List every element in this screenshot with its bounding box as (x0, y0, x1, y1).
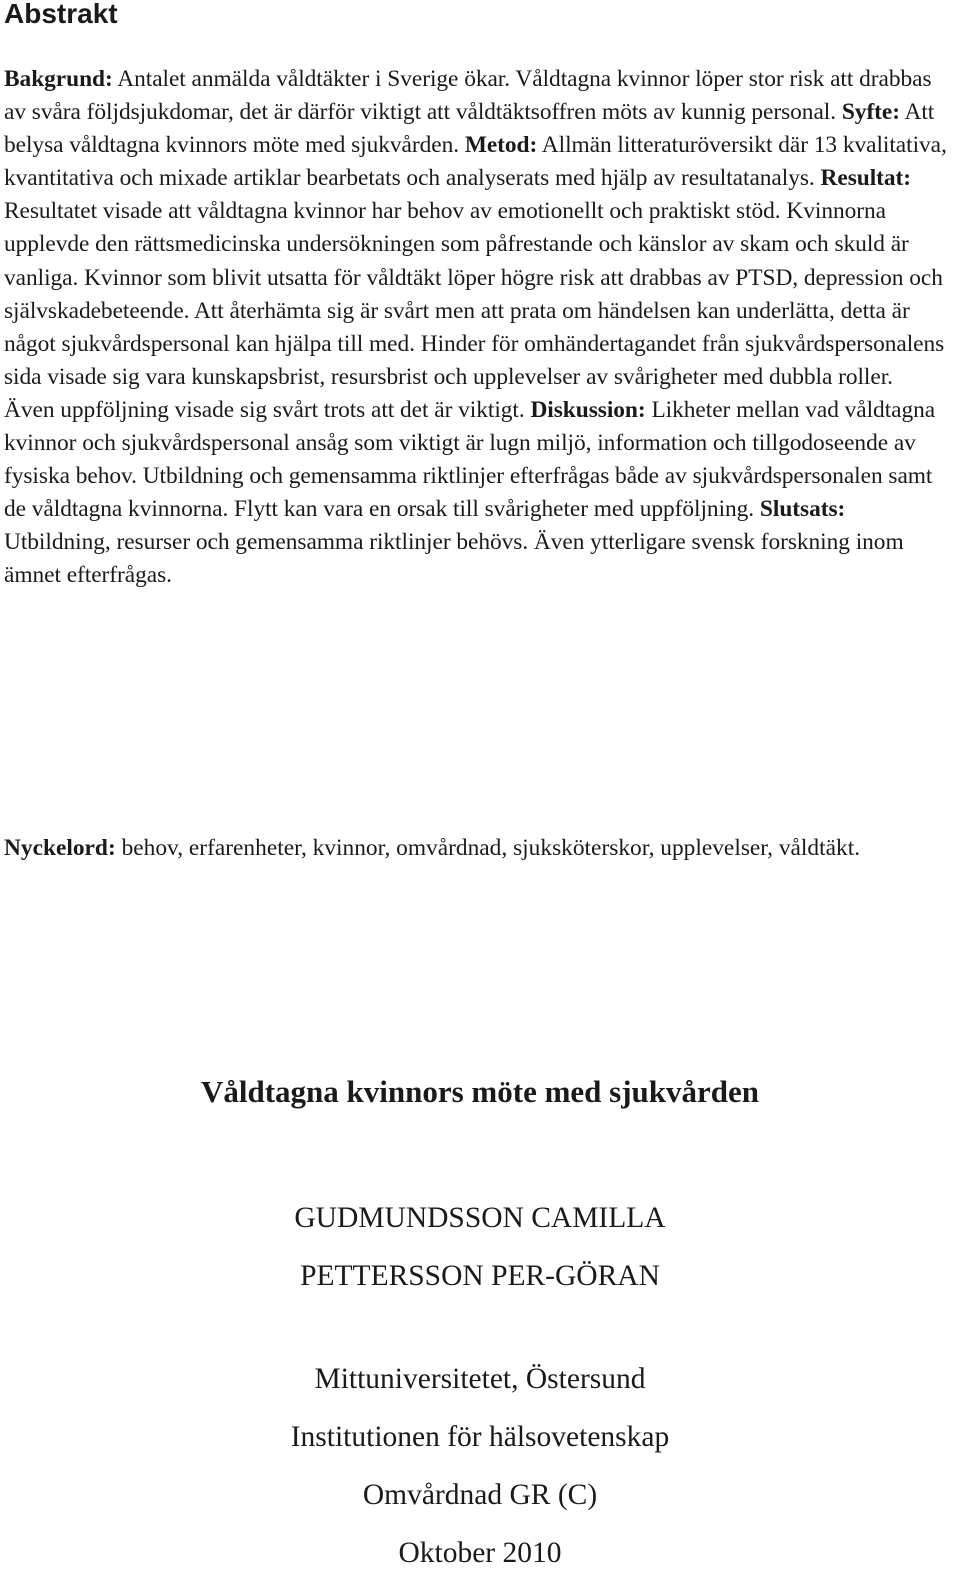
abstract-text-syfte: Att belysa våldtagna kvinnors möte med sjukvården. (4, 99, 935, 159)
keywords-text: behov, erfarenheter, kvinnor, omvårdnad, sjuksköterskor, upplevelser, våldtäkt. (115, 835, 861, 861)
date: Oktober 2010 (398, 1537, 562, 1569)
keywords-label: Nyckelord: (4, 835, 116, 861)
abstract-text-bakgrund: Antalet anmälda våldtäkter i Sverige ökar. Våldtagna kvinnor löper stor risk att drabbas av svåra följdsjukdomar, det är därför viktigt att våldtäktsoffren möts av kunnig personal. (4, 66, 932, 126)
abstract-text-slutsats: Utbildning, resurser och gemensamma riktlinjer behövs. Även ytterligare svensk forskning inom ämnet efterfrågas. (4, 529, 904, 589)
department: Institutionen för hälsovetenskap (290, 1421, 670, 1453)
author-2: PETTERSSON PER-GÖRAN (300, 1260, 660, 1292)
abstract-label-syfte: Syfte: (841, 99, 900, 126)
abstract-label-resultat: Resultat: (820, 165, 912, 192)
thesis-title: Våldtagna kvinnors möte med sjukvården (200, 1074, 760, 1109)
abstract-text-metod: Allmän litteraturöversikt där 13 kvalitativa, kvantitativa och mixade artiklar bearbetats och analyserats med hjälp av resultatanalys. (4, 132, 947, 192)
abstract-text-resultat: Resultatet visade att våldtagna kvinnor har behov av emotionellt och praktiskt stöd. Kvinnorna upplevde den rättsmedicinska undersökningen som påfrestande och känslor av skam och skuld är vanliga. Kvinnor som blivit utsatta för våldtäkt löper högre risk att drabbas av PTSD, depression och självskadebeteende. Att återhämta sig är svårt men att prata om händelsen kan underlätta, detta är något sjukvårdspersonal kan hjälpa till med. Hinder för omhändertagandet från sjukvårdspersonalens sida visade sig vara kunskapsbrist, resursbrist och upplevelser av svårigheter med dubbla roller. Även uppföljning visade sig svårt trots att det är viktigt. (4, 198, 945, 423)
course: Omvårdnad GR (C) (362, 1479, 598, 1511)
keywords-paragraph (4, 832, 884, 865)
abstract-text-diskussion: Likheter mellan vad våldtagna kvinnor och sjukvårdspersonal ansåg som viktigt är lugn miljö, information och tillgodoseende av fysiska behov. Utbildning och gemensamma riktlinjer efterfrågas både av sjukvårdspersonalen samt de våldtagna kvinnorna. Flytt kan vara en orsak till svårigheter med uppföljning. (4, 396, 936, 523)
abstract-label-slutsats: Slutsats: (759, 496, 846, 523)
university: Mittuniversitetet, Östersund (314, 1363, 646, 1395)
author-1: GUDMUNDSSON CAMILLA (294, 1202, 666, 1234)
abstract-label-metod: Metod: (464, 132, 538, 159)
abstract-label-bakgrund: Bakgrund: (4, 66, 113, 92)
abstract-label-diskussion: Diskussion: (530, 396, 646, 423)
abstract-paragraph (4, 63, 949, 593)
abstract-heading: Abstrakt (4, 0, 118, 29)
